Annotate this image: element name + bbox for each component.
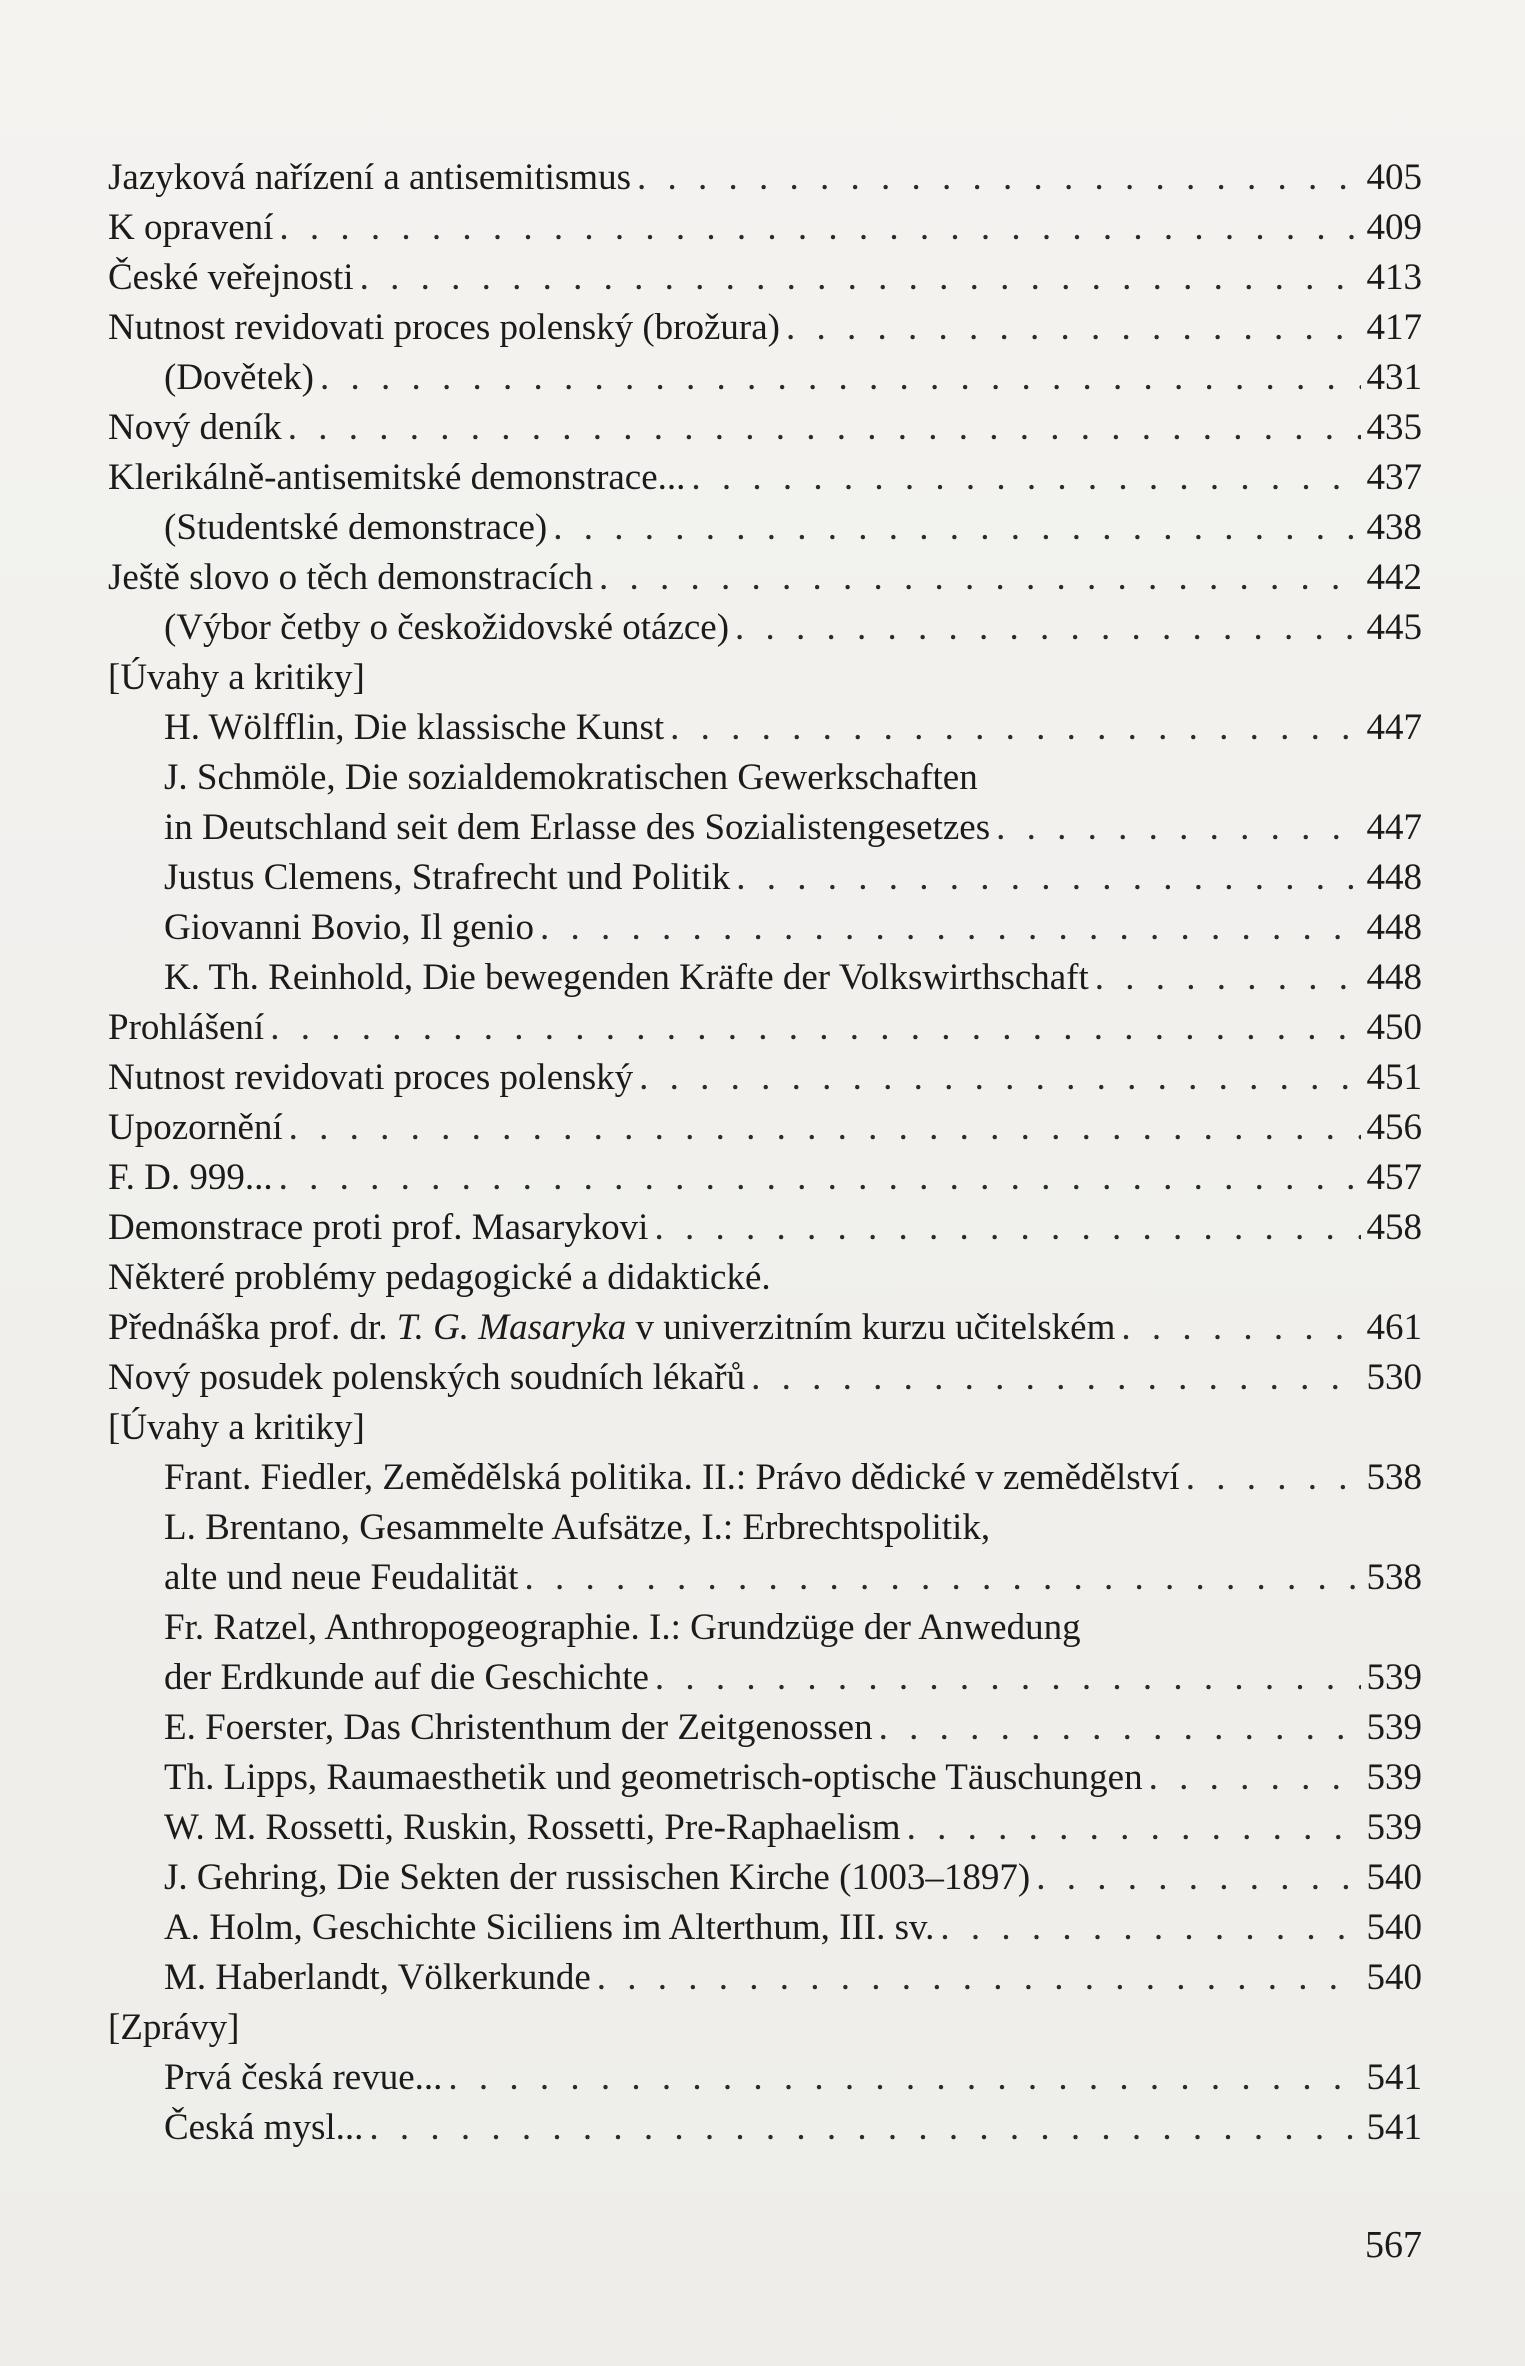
toc-entry-title <box>108 1303 1115 1353</box>
toc-entry-title: Fr. Ratzel, Anthropogeographie. I.: Grundzüge der Anwedung <box>164 1607 1081 1648</box>
toc-entry <box>108 153 1422 203</box>
toc-entry-title: K opravení <box>108 207 274 248</box>
toc-entry <box>108 1903 1422 1953</box>
toc-entry-page: 451 <box>1366 1057 1422 1098</box>
toc-entry <box>108 503 1422 553</box>
toc-entry-page: 538 <box>1366 1557 1422 1598</box>
toc-entry-page: 435 <box>1366 407 1422 448</box>
toc-entry-title: Nutnost revidovati proces polenský (brožura) <box>108 307 780 348</box>
toc-entry-title: Ještě slovo o těch demonstracích <box>108 557 593 598</box>
leader-dots <box>553 503 1360 553</box>
toc-entry <box>108 1053 1422 1103</box>
toc-entry-title: Nový deník <box>108 407 282 448</box>
toc-entry-title: Demonstrace proti prof. Masarykovi <box>108 1207 649 1248</box>
leader-dots <box>1095 953 1361 1003</box>
toc-entry <box>108 903 1422 953</box>
toc-entry-page: 540 <box>1366 1957 1422 1998</box>
toc-entry <box>108 1703 1422 1753</box>
toc-entry <box>108 1153 1422 1203</box>
leader-dots <box>670 703 1360 753</box>
toc-entry-page: 448 <box>1366 957 1422 998</box>
toc-entry-page: 541 <box>1366 2107 1422 2148</box>
toc-entry <box>108 1553 1422 1603</box>
leader-dots <box>279 1153 1361 1203</box>
toc-entry-page: 540 <box>1366 1907 1422 1948</box>
toc-entry-title: Některé problémy pedagogické a didaktické. <box>108 1257 771 1298</box>
toc-entry-title: Justus Clemens, Strafrecht und Politik <box>164 857 731 898</box>
toc-entry-page: 431 <box>1366 357 1422 398</box>
toc-entry <box>108 1203 1422 1253</box>
toc-entry <box>108 453 1422 503</box>
toc-entry-page: 539 <box>1366 1657 1422 1698</box>
toc-entry <box>108 1303 1422 1353</box>
toc-entry-page: 461 <box>1366 1307 1422 1348</box>
toc-section-heading <box>108 1403 1422 1453</box>
toc-entry-page: 447 <box>1366 807 1422 848</box>
leader-dots <box>786 303 1361 353</box>
toc-entry-line <box>108 1503 1422 1553</box>
toc-entry <box>108 303 1422 353</box>
leader-dots <box>320 353 1361 403</box>
toc-entry-title: České veřejnosti <box>108 257 354 298</box>
toc-section-heading <box>108 2003 1422 2053</box>
leader-dots <box>597 1953 1361 2003</box>
toc-entry-title: Klerikálně-antisemitské demonstrace... <box>108 457 686 498</box>
toc-entry-page: 539 <box>1366 1757 1422 1798</box>
toc-entry-title: E. Foerster, Das Christenthum der Zeitgenossen <box>164 1707 873 1748</box>
table-of-contents <box>108 153 1422 2153</box>
toc-entry <box>108 603 1422 653</box>
toc-entry-page: 405 <box>1366 157 1422 198</box>
toc-entry-page: 541 <box>1366 2057 1422 2098</box>
toc-entry <box>108 1753 1422 1803</box>
toc-entry-title: F. D. 999... <box>108 1157 273 1198</box>
toc-entry-page: 538 <box>1366 1457 1422 1498</box>
page-number: 567 <box>1365 2224 1422 2266</box>
leader-dots <box>524 1553 1360 1603</box>
leader-dots <box>655 1653 1361 1703</box>
leader-dots <box>360 253 1361 303</box>
leader-dots <box>288 403 1361 453</box>
toc-entry-page: 456 <box>1366 1107 1422 1148</box>
leader-dots <box>940 1903 1360 1953</box>
toc-entry-page: 448 <box>1366 857 1422 898</box>
leader-dots <box>907 1803 1361 1853</box>
toc-entry-title: (Výbor četby o českožidovské otázce) <box>164 607 730 648</box>
leader-dots <box>639 1053 1360 1103</box>
toc-entry-title: der Erdkunde auf die Geschichte <box>164 1657 649 1698</box>
leader-dots <box>369 2103 1360 2153</box>
toc-entry-title: Prohlášení <box>108 1007 265 1048</box>
toc-entry-page: 539 <box>1366 1807 1422 1848</box>
toc-entry-page: 448 <box>1366 907 1422 948</box>
leader-dots <box>736 853 1360 903</box>
toc-entry <box>108 2053 1422 2103</box>
toc-entry <box>108 353 1422 403</box>
toc-entry-title-part: Přednáška prof. dr. <box>108 1307 397 1348</box>
toc-entry <box>108 703 1422 753</box>
toc-entry-title: alte und neue Feudalität <box>164 1557 519 1598</box>
leader-dots <box>448 2053 1360 2103</box>
toc-entry-title: L. Brentano, Gesammelte Aufsätze, I.: Erbrechtspolitik, <box>164 1507 991 1548</box>
toc-entry <box>108 1853 1422 1903</box>
toc-entry-title: Nutnost revidovati proces polenský <box>108 1057 634 1098</box>
toc-entry-title: Prvá česká revue... <box>164 2057 443 2098</box>
toc-entry-title: W. M. Rossetti, Ruskin, Rossetti, Pre-Raphaelism <box>164 1807 901 1848</box>
toc-entry <box>108 1453 1422 1503</box>
toc-entry-page: 539 <box>1366 1707 1422 1748</box>
toc-entry-title: J. Gehring, Die Sekten der russischen Kirche (1003–1897) <box>164 1857 1031 1898</box>
toc-entry-line <box>108 1603 1422 1653</box>
toc-entry-title: in Deutschland seit dem Erlasse des Sozialistengesetzes <box>164 807 991 848</box>
toc-entry-title: K. Th. Reinhold, Die bewegenden Kräfte der Volkswirthschaft <box>164 957 1089 998</box>
toc-entry <box>108 1003 1422 1053</box>
toc-entry-title: Frant. Fiedler, Zemědělská politika. II.: Právo dědické v zemědělství <box>164 1457 1180 1498</box>
leader-dots <box>289 1103 1361 1153</box>
toc-entry-title: M. Haberlandt, Völkerkunde <box>164 1957 591 1998</box>
toc-entry <box>108 1103 1422 1153</box>
toc-entry <box>108 2103 1422 2153</box>
toc-entry-title: Giovanni Bovio, Il genio <box>164 907 534 948</box>
toc-entry-title: (Studentské demonstrace) <box>164 507 548 548</box>
leader-dots <box>1149 1753 1361 1803</box>
toc-entry <box>108 553 1422 603</box>
toc-entry-page: 540 <box>1366 1857 1422 1898</box>
toc-entry-page: 413 <box>1366 257 1422 298</box>
toc-entry-title-part: v univerzitním kurzu učitelském <box>626 1307 1116 1348</box>
toc-entry-page: 438 <box>1366 507 1422 548</box>
leader-dots <box>599 553 1361 603</box>
leader-dots <box>654 1203 1360 1253</box>
toc-entry-title: Th. Lipps, Raumaesthetik und geometrisch-optische Täuschungen <box>164 1757 1143 1798</box>
toc-entry-page: 458 <box>1366 1207 1422 1248</box>
toc-entry <box>108 1953 1422 2003</box>
toc-entry <box>108 1803 1422 1853</box>
toc-entry-title: [Úvahy a kritiky] <box>108 657 365 698</box>
toc-entry <box>108 403 1422 453</box>
leader-dots <box>279 203 1360 253</box>
toc-entry-line <box>108 1253 1422 1303</box>
toc-entry-title: Upozornění <box>108 1107 283 1148</box>
toc-entry-title: J. Schmöle, Die sozialdemokratischen Gewerkschaften <box>164 757 978 798</box>
toc-entry-page: 417 <box>1366 307 1422 348</box>
toc-entry-page: 447 <box>1366 707 1422 748</box>
toc-entry <box>108 953 1422 1003</box>
toc-entry <box>108 203 1422 253</box>
leader-dots <box>1186 1453 1361 1503</box>
toc-entry-page: 445 <box>1366 607 1422 648</box>
toc-entry-page: 450 <box>1366 1007 1422 1048</box>
toc-entry <box>108 803 1422 853</box>
toc-entry <box>108 253 1422 303</box>
toc-entry-title: H. Wölfflin, Die klassische Kunst <box>164 707 665 748</box>
leader-dots <box>691 453 1360 503</box>
toc-entry-title-italic: T. G. Masaryka <box>396 1307 627 1348</box>
toc-entry <box>108 1353 1422 1403</box>
leader-dots <box>996 803 1360 853</box>
toc-entry-line <box>108 753 1422 803</box>
leader-dots <box>540 903 1361 953</box>
leader-dots <box>270 1003 1360 1053</box>
leader-dots <box>879 1703 1361 1753</box>
toc-entry <box>108 1653 1422 1703</box>
toc-entry-title: (Dovětek) <box>164 357 314 398</box>
toc-entry <box>108 853 1422 903</box>
leader-dots <box>1121 1303 1360 1353</box>
toc-section-heading <box>108 653 1422 703</box>
toc-entry-title: [Úvahy a kritiky] <box>108 1407 365 1448</box>
toc-entry-title: Jazyková nařízení a antisemitismus <box>108 157 631 198</box>
toc-entry-page: 409 <box>1366 207 1422 248</box>
leader-dots <box>751 1353 1360 1403</box>
toc-entry-title: Nový posudek polenských soudních lékařů <box>108 1357 746 1398</box>
toc-entry-title: Česká mysl... <box>164 2107 364 2148</box>
toc-entry-title: [Zprávy] <box>108 2007 240 2048</box>
leader-dots <box>735 603 1360 653</box>
toc-entry-page: 530 <box>1366 1357 1422 1398</box>
leader-dots <box>1036 1853 1360 1903</box>
toc-entry-page: 437 <box>1366 457 1422 498</box>
toc-entry-page: 457 <box>1366 1157 1422 1198</box>
leader-dots <box>637 153 1361 203</box>
toc-entry-page: 442 <box>1366 557 1422 598</box>
toc-entry-title: A. Holm, Geschichte Siciliens im Alterthum, III. sv. <box>164 1907 935 1948</box>
